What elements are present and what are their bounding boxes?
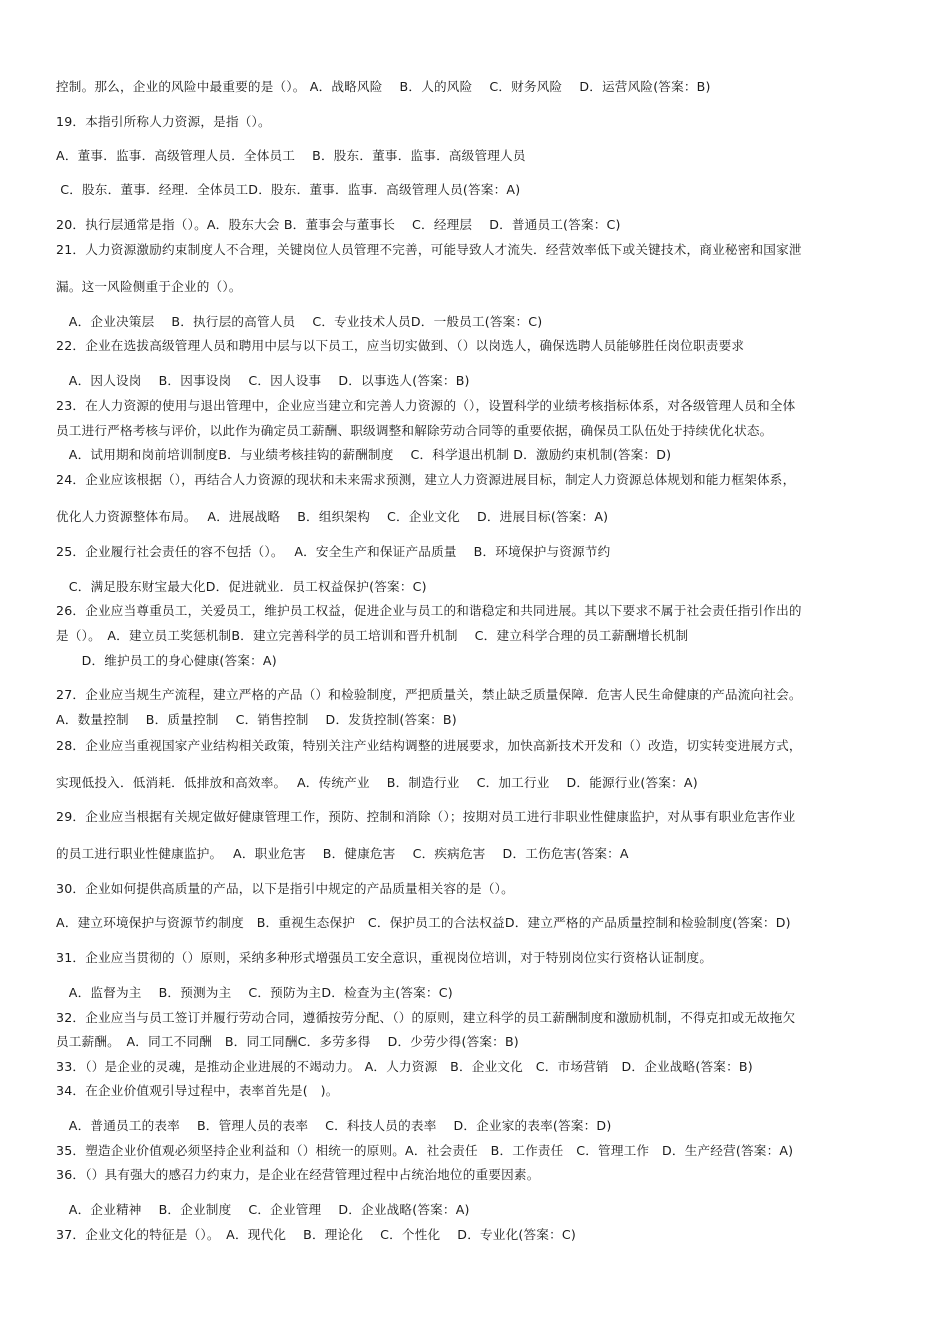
question-26: 26．企业应当尊重员工，关爱员工，维护员工权益，促进企业与员工的和谐稳定和共同进展。其以下要求不属于社会责任指引作出的 — [56, 603, 802, 618]
text-line: 的员工进行职业性健康监护。 A．职业危害 B．健康危害 C．疾病危害 D．工伤危害(答案：A — [56, 846, 629, 861]
text-line: A．因人设岗 B．因事设岗 C．因人设事 D．以事选人(答案：B) — [56, 373, 470, 388]
question-31: 31．企业应当贯彻的（）原则，采纳多种形式增强员工安全意识，重视岗位培训，对于特别岗位实行资格认证制度。 — [56, 950, 713, 965]
text-line: A．建立环境保护与资源节约制度 B．重视生态保护 C．保护员工的合法权益D．建立严格的产品质量控制和检验制度(答案：D) — [56, 915, 791, 930]
text-line: C．股东．董事．经理．全体员工D．股东．董事．监事．高级管理人员(答案：A) — [56, 182, 521, 197]
question-30: 30．企业如何提供高质量的产品，以下是指引中规定的产品质量相关容的是（）。 — [56, 881, 514, 896]
text-line: A．监督为主 B．预测为主 C．预防为主D．检查为主(答案：C) — [56, 985, 453, 1000]
text-line: 漏。这一风险侧重于企业的（）。 — [56, 279, 242, 294]
question-23: 23．在人力资源的使用与退出管理中，企业应当建立和完善人力资源的（），设置科学的业绩考核指标体系，对各级管理人员和全体 — [56, 398, 796, 413]
text-line: 员工薪酬。 A．同工不同酬 B．同工同酬C．多劳多得 D．少劳少得(答案：B) — [56, 1034, 519, 1049]
question-19: 19．本指引所称人力资源，是指（）。 — [56, 114, 271, 129]
text-line: 员工进行严格考核与评价，以此作为确定员工薪酬、职级调整和解除劳动合同等的重要依据，确保员工队伍处于持续优化状态。 — [56, 423, 773, 438]
text-line: A．数量控制 B．质量控制 C．销售控制 D．发货控制(答案：B) — [56, 712, 457, 727]
question-37: 37．企业文化的特征是（）。 A．现代化 B．理论化 C．个性化 D．专业化(答案：C) — [56, 1227, 576, 1242]
question-24: 24．企业应该根据（），再结合人力资源的现状和未来需求预测，建立人力资源进展目标，制定人力资源总体规划和能力框架体系， — [56, 472, 796, 487]
question-35: 35．塑造企业价值观必须坚持企业利益和（）相统一的原则。A．社会责任 B．工作责任 C．管理工作 D．生产经营(答案：A) — [56, 1143, 794, 1158]
text-line: 优化人力资源整体布局。 A．进展战略 B．组织架构 C．企业文化 D．进展目标(答案：A) — [56, 509, 609, 524]
text-line: A．企业精神 B．企业制度 C．企业管理 D．企业战略(答案：A) — [56, 1202, 470, 1217]
question-29: 29．企业应当根据有关规定做好健康管理工作，预防、控制和消除（）；按期对员工进行非职业性健康监护，对从事有职业危害作业 — [56, 809, 796, 824]
question-34: 34．在企业价值观引导过程中，表率首先是( )。 — [56, 1083, 339, 1098]
text-line: C．满足股东财宝最大化D．促进就业．员工权益保护(答案：C) — [56, 579, 427, 594]
text-line: A．董事．监事．高级管理人员．全体员工 B．股东．董事．监事．高级管理人员 — [56, 148, 526, 163]
question-36: 36．（）具有强大的感召力约束力，是企业在经营管理过程中占统治地位的重要因素。 — [56, 1167, 540, 1182]
question-25: 25．企业履行社会责任的容不包括（）。 A．安全生产和保证产品质量 B．环境保护与资源节约 — [56, 544, 611, 559]
question-33: 33．（）是企业的灵魂，是推动企业进展的不竭动力。 A．人力资源 B．企业文化 C．市场营销 D．企业战略(答案：B) — [56, 1059, 753, 1074]
question-28: 28．企业应当重视国家产业结构相关政策，特别关注产业结构调整的进展要求，加快高新技术开发和（）改造，切实转变进展方式， — [56, 738, 802, 753]
text-line: D．维护员工的身心健康(答案：A) — [56, 653, 277, 668]
question-27: 27．企业应当规生产流程，建立严格的产品（）和检验制度，严把质量关，禁止缺乏质量保障．危害人民生命健康的产品流向社会。 — [56, 687, 802, 702]
text-line: 实现低投入．低消耗．低排放和高效率。 A．传统产业 B．制造行业 C．加工行业 D．能源行业(答案：A) — [56, 775, 698, 790]
question-32: 32．企业应当与员工签订并履行劳动合同，遵循按劳分配、（）的原则，建立科学的员工薪酬制度和激励机制，不得克扣或无故拖欠 — [56, 1010, 796, 1025]
text-line: 是（）。 A．建立员工奖惩机制B．建立完善科学的员工培训和晋升机制 C．建立科学合理的员工薪酬增长机制 — [56, 628, 689, 643]
question-21: 21．人力资源激励约束制度人不合理，关键岗位人员管理不完善，可能导致人才流失．经营效率低下或关键技术，商业秘密和国家泄 — [56, 242, 802, 257]
question-22: 22．企业在选拔高级管理人员和聘用中层与以下员工，应当切实做到、（）以岗选人，确保选聘人员能够胜任岗位职责要求 — [56, 338, 745, 353]
text-line: 控制。那么，企业的风险中最重要的是（）。 A．战略风险 B．人的风险 C．财务风险 D．运营风险(答案：B) — [56, 79, 711, 94]
text-line: A．普通员工的表率 B．管理人员的表率 C．科技人员的表率 D．企业家的表率(答案：D) — [56, 1118, 612, 1133]
question-20: 20．执行层通常是指（）。A．股东大会 B．董事会与董事长 C．经理层 D．普通员工(答案：C) — [56, 217, 621, 232]
text-line: A．企业决策层 B．执行层的高管人员 C．专业技术人员D．一般员工(答案：C) — [56, 314, 543, 329]
text-line: A．试用期和岗前培训制度B．与业绩考核挂钩的薪酬制度 C．科学退出机制 D．激励约束机制(答案：D) — [56, 447, 672, 462]
